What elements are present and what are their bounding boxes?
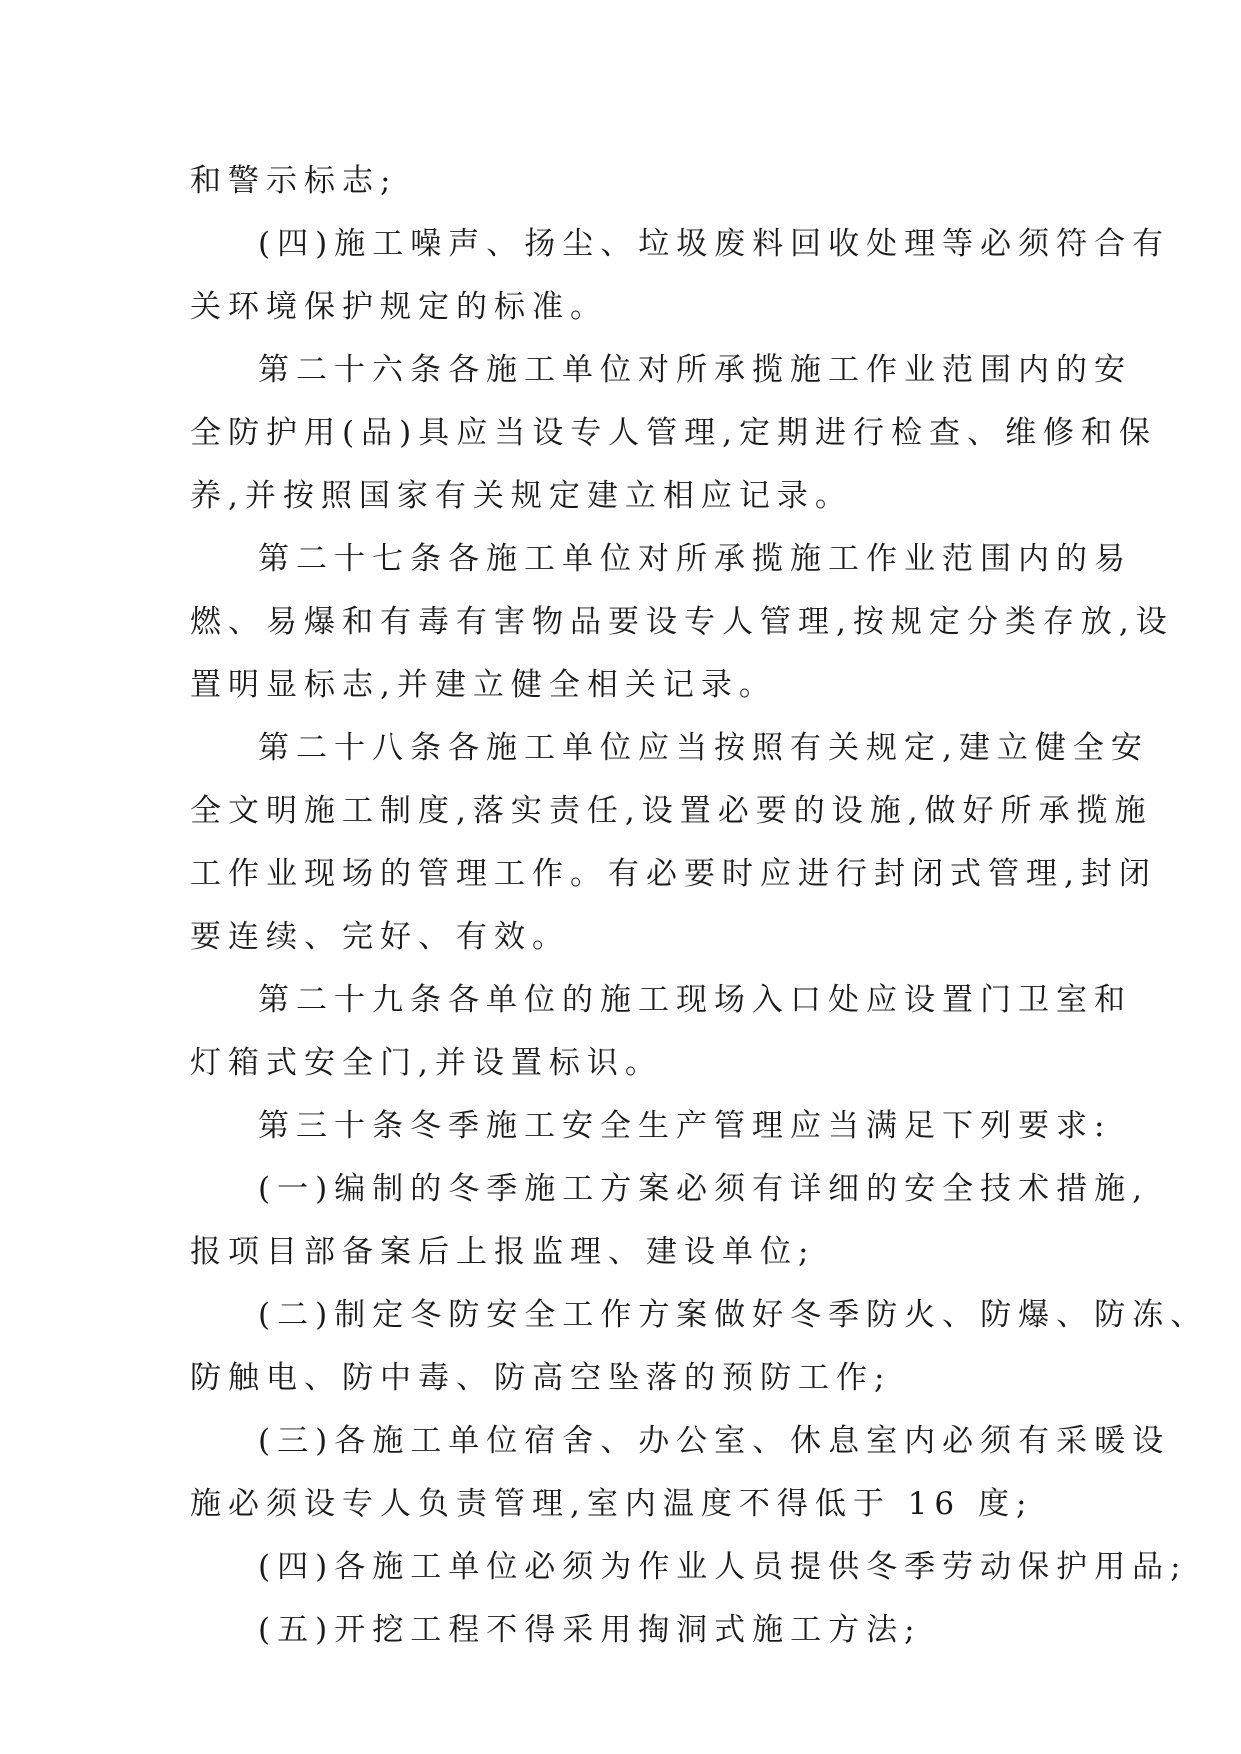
text-line: (五)开挖工程不得采用掏洞式施工方法; — [258, 1612, 922, 1648]
text-line: 报项目部备案后上报监理、建设单位; — [190, 1234, 816, 1270]
text-line: 要连续、完好、有效。 — [190, 919, 570, 955]
text-line: 置明显标志,并建立健全相关记录。 — [190, 667, 777, 703]
text-line: 燃、易爆和有毒有害物品要设专人管理,按规定分类存放,设 — [190, 604, 1174, 640]
text-line: 施必须设专人负责管理,室内温度不得低于 16 度; — [190, 1486, 1034, 1522]
text-line: 养,并按照国家有关规定建立相应记录。 — [190, 478, 853, 514]
text-line: 关环境保护规定的标准。 — [190, 289, 608, 325]
document-body — [190, 150, 1209, 1662]
text-line: 全防护用(品)具应当设专人管理,定期进行检查、维修和保 — [190, 415, 1158, 451]
text-line: 第二十七条各施工单位对所承揽施工作业范围内的易 — [258, 541, 1132, 577]
text-line: 第二十六条各施工单位对所承揽施工作业范围内的安 — [258, 352, 1132, 388]
text-line: 第二十九条各单位的施工现场入口处应设置门卫室和 — [258, 982, 1132, 1018]
text-line: (四)各施工单位必须为作业人员提供冬季劳动保护用品; — [258, 1549, 1188, 1585]
text-line: 灯箱式安全门,并设置标识。 — [190, 1045, 663, 1081]
text-line: 防触电、防中毒、防高空坠落的预防工作; — [190, 1360, 892, 1396]
text-line: 工作业现场的管理工作。有必要时应进行封闭式管理,封闭 — [190, 856, 1157, 892]
text-line: 第三十条冬季施工安全生产管理应当满足下列要求: — [258, 1108, 1112, 1144]
text-line: (二)制定冬防安全工作方案做好冬季防火、防爆、防冻、 — [258, 1297, 1209, 1333]
text-line: 第二十八条各施工单位应当按照有关规定,建立健全安 — [258, 730, 1149, 766]
text-line: (四)施工噪声、扬尘、垃圾废料回收处理等必须符合有 — [258, 226, 1171, 262]
text-line: (一)编制的冬季施工方案必须有详细的安全技术措施, — [258, 1171, 1150, 1207]
text-line: (三)各施工单位宿舍、办公室、休息室内必须有采暖设 — [258, 1423, 1171, 1459]
text-line: 全文明施工制度,落实责任,设置必要的设施,做好所承揽施 — [190, 793, 1153, 829]
text-line: 和警示标志; — [190, 163, 398, 199]
